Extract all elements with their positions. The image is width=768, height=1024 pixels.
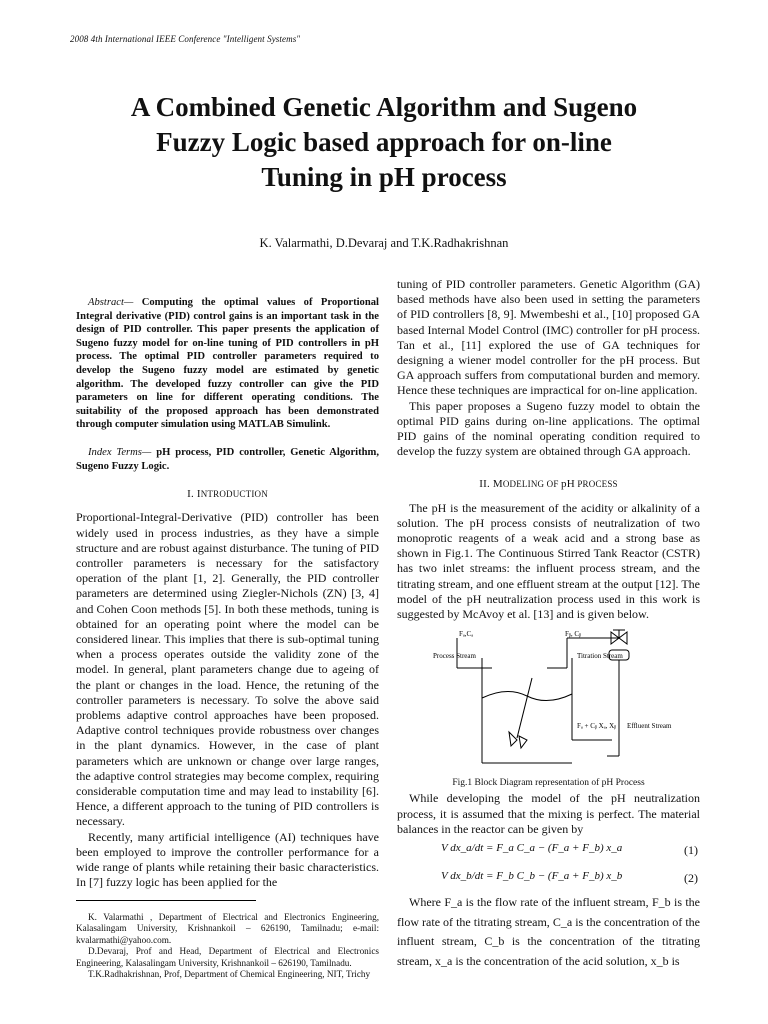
footnote-divider xyxy=(76,900,256,901)
index-terms xyxy=(76,446,379,473)
footnote-3: T.K.Radhakrishnan, Prof, Department of Chemical Engineering, NIT, Trichy xyxy=(88,969,371,980)
footnote-1: K. Valarmathi , Department of Electrical and Electronics Engineering, Kalasalingam University, Krishnankoil – 626190, Tamilnadu; e-mail: kvalarmathi@yahoo.com. xyxy=(76,912,379,945)
process-diagram xyxy=(397,628,700,774)
label-fb-cb: Fᵦ, Cᵦ xyxy=(565,630,582,639)
equation-2 xyxy=(397,865,700,893)
abstract-label: Abstract— xyxy=(88,297,134,308)
label-effluent: Effluent Stream xyxy=(627,722,672,731)
abstract xyxy=(76,296,379,432)
equation-2-body: V dx_b/dt = F_b C_b − (F_a + F_b) x_b xyxy=(441,870,623,883)
cstr-diagram xyxy=(397,628,700,774)
stirrer-blade xyxy=(509,732,517,746)
label-fa-ca: Fₐ,Cₐ xyxy=(459,630,474,639)
paper-title xyxy=(60,90,708,195)
footnote-2: D.Devaraj, Prof and Head, Department of Electrical and Electronics Engineering, Kalasalingam University, Krishnankoil – 626190, Tamilnadu. xyxy=(76,946,379,968)
section-heading-modeling: II. MODELING OF pH PROCESS xyxy=(479,478,618,491)
title-line-1: A Combined Genetic Algorithm and Sugeno xyxy=(130,92,638,122)
abstract-text: Computing the optimal values of Proportional Integral derivative (PID) control gains is an important task in the design of PID controller. This paper presents the application of Sugeno fuzzy model for on-line tuning of PID controllers in pH process. The optimal PID controller parameters required to develop the Sugeno fuzzy model are estimated by genetic algorithm. The developed fuzzy controller can give the PID parameters on line for different operating conditions. The suitability of the proposed approach has been demonstrated through computer simulation using MATLAB Simulink. xyxy=(76,297,379,431)
stirrer-shaft xyxy=(517,678,532,738)
valve-right xyxy=(619,632,627,644)
section-heading-introduction: I. INTRODUCTION xyxy=(187,488,268,501)
equation-2-number: (2) xyxy=(684,871,698,886)
label-out: Fₐ + Cᵦ Xₐ, Xᵦ xyxy=(577,722,617,731)
intro-paragraph-1: Proportional-Integral-Derivative (PID) controller has been widely used in process industries, as they have a simple structure and are robust against disturbance. The tuning of PID controller parameters is necessary for the satisfactory operation of the plant [1, 2]. Generally, the PID controller parameters are determined using Ziegler-Nichols (ZN) [3, 4] and Cohen Coon methods [5]. In both these methods, tuning is obtained for an operating point where the model can be considered linear. This implies that there is sub-optimal tuning when a process operates outside the validity zone of the model. In general, plant parameters change due to ageing of the plant or changes in the load. Hence, the retuning of the controller parameters is necessary. To solve the above said problems adaptive control approaches have been proposed. Adaptive control techniques provide robustness over changes in the plant dynamics. However, in the case of plant parameters which are unknown or change over large ranges, the adaptive control strategies may become complex, requiring considerable computation time and may lead to instability [6]. Hence, a different approach to the tuning of PID controllers is necessary. xyxy=(76,510,379,829)
title-line-3: Tuning in pH process xyxy=(261,162,507,192)
label-titration-stream: Titration Stream xyxy=(577,652,623,661)
left-column xyxy=(76,276,379,890)
modeling-paragraph-1: The pH is the measurement of the acidity or alkalinity of a solution. The pH process consists of neutralization of two monoprotic reagents of a weak acid and a strong base as shown in Fig.1. The Continuous Stirred Tank Reactor (CSTR) has two inlet streams: the influent process stream, and the titrating stream, and one effluent stream at the output [12]. The model of the pH neutralization process used in this work is suggested by McAvoy et al. [13] and is given below. xyxy=(397,500,700,622)
right-paragraph-1: tuning of PID controller parameters. Genetic Algorithm (GA) based methods have also been used in setting the parameters of PID controllers [8, 9]. Mwembeshi et al., [10] proposed GA based Internal Model Control (IMC) controller for pH process. Tan et al., [11] explored the use of GA techniques for designing a wiener model controller for the pH process. But GA approach suffers from computational burden and memory. Hence these techniques are impractical for on-line application. xyxy=(397,277,700,398)
modeling-paragraph-3: Where F_a is the flow rate of the influent stream, F_b is the flow rate of the titrating stream, C_a is the concentration of the influent stream, C_b is the concentration of the titrating stream, x_a is the concentration of the acid solution, x_b is xyxy=(397,895,700,968)
stirrer-blade-2 xyxy=(519,736,527,748)
modeling-paragraph-2: While developing the model of the pH neutralization process, it is assumed that the mixing is perfect. The material balances in the reactor can be given by xyxy=(397,791,700,836)
right-paragraph-2: This paper proposes a Sugeno fuzzy model to obtain the optimal PID gains during on-line applications. The optimal PID gains of the nominal operating condition required to develop the fuzzy system are obtained through GA approach. xyxy=(397,398,700,459)
right-column xyxy=(397,277,700,971)
conference-header: 2008 4th International IEEE Conference "Intelligent Systems" xyxy=(70,34,301,44)
equation-1-number: (1) xyxy=(684,843,698,858)
intro-paragraph-2: Recently, many artificial intelligence (AI) techniques have been employed to improve the controller performance for a wide range of plants while retaining their basic characteristics. In [7] fuzzy logic has been applied for the xyxy=(76,829,379,890)
index-terms-label: Index Terms— xyxy=(88,446,152,458)
equation-1 xyxy=(397,837,700,865)
title-line-2: Fuzzy Logic based approach for on-line xyxy=(156,127,612,157)
index-terms-text: pH process, PID controller, Genetic Algorithm, Sugeno Fuzzy Logic. xyxy=(76,446,379,472)
label-process-stream: Process Stream xyxy=(433,652,476,661)
authors: K. Valarmathi, D.Devaraj and T.K.Radhakrishnan xyxy=(259,236,509,250)
equation-1-body: V dx_a/dt = F_a C_a − (F_a + F_b) x_a xyxy=(441,842,623,855)
footnotes xyxy=(76,912,379,980)
figure-caption: Fig.1 Block Diagram representation of pH Process xyxy=(452,778,645,789)
